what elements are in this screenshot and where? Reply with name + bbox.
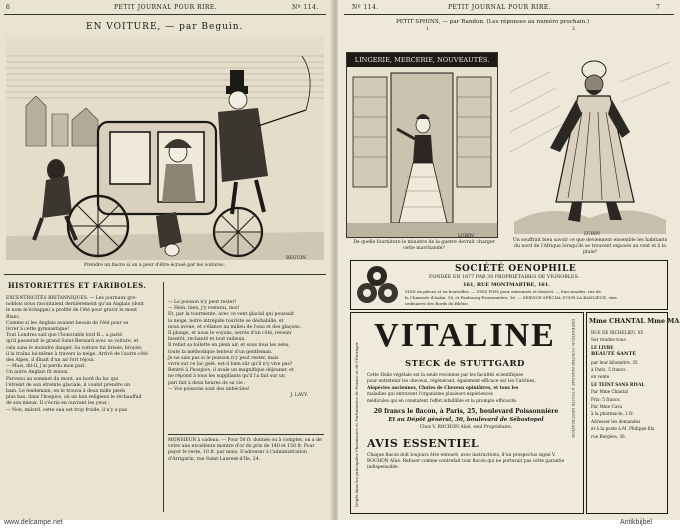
shop-drawing: [347, 67, 497, 237]
col2-line: ne répond à tous les suppliants qu'il l'a fait sur un: [168, 374, 285, 380]
vitaline-side-left: Dépôt dans les principales Pharmacies et Parfumeries de France et de l'Étranger: [354, 342, 359, 507]
article-column-1: [6, 296, 160, 506]
vitaline-body-line: Alopécies anciennes, Chutes de Cheveux opiniâtres, et tous les: [367, 385, 519, 391]
vitaline-ad: [350, 312, 584, 514]
col1-line: — Non, milord, cette eau est trop froide, il n'y a pas: [6, 407, 128, 413]
col1-line: Tout Londres sait que l'honorable lord B... a parié: [6, 333, 123, 339]
col2-line: — Hein, bien, j'y resterai, moi!: [168, 306, 240, 312]
oenophile-ad: [350, 260, 668, 310]
panel-2-number: 2: [572, 27, 575, 32]
shop-illustration: [346, 52, 498, 238]
chantal-ad: [586, 312, 680, 514]
notice-rule: [168, 434, 324, 435]
col2-line: — Le poisson n'y peut rester!: [168, 300, 237, 305]
chantal-name: Mme CHANTAL Mme MA: [589, 317, 680, 325]
col1-line: Comme si les Anglais avaient besoin de l'été pour se: [6, 320, 129, 326]
cartoon-title: EN VOITURE, — par Beguin.: [86, 22, 244, 32]
vitaline-body-line: maladies qui entravent l'organisme plusieurs expériences: [367, 392, 493, 398]
header-rule: [344, 14, 674, 15]
vitaline-maker: STECK de STUTTGARD: [405, 359, 525, 369]
caption-1-artist: LUBIN: [458, 234, 474, 239]
arab-figure-drawing: [510, 52, 670, 234]
col2-line: toute la méthodique lenteur d'un gentleman.: [168, 349, 273, 355]
chantal-line: et à la poste à M. Philippe fils,: [591, 426, 656, 432]
footer-left-watermark[interactable]: www.delcampe.net: [4, 519, 63, 526]
col1-line: Un autre Anglais fit mieux.: [6, 370, 69, 376]
col2-line: bientôt, rechanté et tout radieux.: [168, 337, 246, 343]
col2-line: — Vos poissons sont des imbéciles!: [168, 386, 250, 392]
col2-line: Il plonge, et nous le voyons, serrés d'un côté, revenir: [168, 331, 292, 337]
section-rule: [4, 274, 326, 275]
col1-line: l'étreint de son étreinte glaciale, il voulut prendre un: [6, 382, 131, 388]
vitaline-body-line: médicales qui en constatent l'effet infaillible et la prompte efficacité.: [367, 398, 518, 404]
header-rule: [4, 14, 326, 15]
chantal-line: Adresser les demandes: [591, 418, 641, 424]
chantal-line: Prix: 5 francs.: [591, 396, 621, 402]
oenophile-line-2: 161, RUE MONTMARTRE, 161.: [463, 282, 550, 288]
col2-line: Il refait sa toilette en plein air, et sous tous les sens,: [168, 343, 290, 349]
chantal-line: par leur kilomètre, 35: [591, 359, 638, 365]
col1-line: qu'il passerait le grand Saint-Bernard avec sa voiture, et: [6, 339, 139, 345]
vitaline-body-line: Cette Huile végétale est la seule reconnue par les facultés scientifiques: [367, 373, 524, 378]
chantal-line: RUE DE RICHELIEU, 85: [591, 330, 644, 335]
vitaline-depot: Et au Dépôt général, 30, boulevard de Sébastopol: [388, 417, 544, 423]
cartoon-artist: BEGUIN: [286, 256, 307, 261]
right-page: [338, 0, 680, 520]
oenophile-title: SOCIÉTÉ OENOPHILE: [455, 264, 577, 274]
oenophile-line-4: la Chaussée d'Antin, 18, et Faubourg-Poissonnière, 36. — SERVICE SPÉCIAL POUR LA BANLIEUE, vins: [405, 295, 617, 300]
panel-1-number: 1: [426, 27, 429, 32]
chantal-line: Sur rendez-vous: [591, 337, 626, 343]
cartoon-caption: Prendre un fiacre si on a peur d'être écrasé par les voitures.: [84, 263, 225, 268]
right-issue-number: Nº 114.: [352, 4, 379, 11]
shop-sign: LINGERIE, MERCERIE, NOUVEAUTÉS.: [347, 53, 497, 67]
col1-line: bain. Le lendemain, on le trouva à deux mille pieds: [6, 389, 126, 395]
chantal-line: en vente: [591, 374, 610, 380]
arab-figure-illustration: [510, 52, 670, 234]
col1-line: — Mais, dit-il, j'ai perdu mon pari.: [6, 364, 86, 370]
chantal-line: à la pharmacie, 2 fr.: [591, 411, 634, 417]
chantal-line: LE TEINT SANS RIVAL: [591, 381, 645, 387]
col1-line: il la traîna lui-même à travers la neige. Arrivé de l'autre côté: [6, 351, 148, 357]
col2-line: nous avoue, et s'élance au milieu de l'eau et des glaçons.: [168, 324, 302, 330]
col2-signature: J. LAVY.: [290, 393, 308, 399]
vitaline-body-line: pour entretenir les cheveux, régénérant, également efficace sur les Calvities,: [367, 379, 536, 385]
vitaline-brand: VITALINE: [374, 317, 556, 354]
column-divider: [163, 282, 164, 512]
col1-line: noblois nous racontaient dernièrement qu'un Anglais (dont: [6, 302, 144, 308]
chantal-line: à Paris, 5 francs.: [591, 367, 627, 373]
col2-line: Rentré à l'hospice, il avale un magnifique déjeuner, et: [168, 368, 294, 374]
col2-line: pari fait à deux heures de sa vie :: [168, 380, 246, 386]
carriage-cartoon-drawing: [6, 36, 324, 260]
right-page-number: 7: [656, 4, 661, 11]
caption-2: Un souffrait bien savoir ce que deviennent ensemble les habitants du nord de l'Afrique lorsqu'ils se trouvent exposés au vent et à la pluie?: [512, 238, 668, 256]
chantal-details: [591, 329, 663, 509]
col1-line: des Alpes, il dînait d'un air fort réjoui.: [6, 358, 95, 364]
vitaline-notice-text: Chaque flacon doit toujours être entouré, avec instructions, d'un prospectus signé V. ROCHON Aîné. Refuser comme contrefait tout flacon qui ne porterait pas cette garantie indispensable.: [367, 453, 565, 471]
footer-right-watermark: Antikbijbel: [620, 519, 652, 526]
article-column-2: [168, 300, 328, 430]
right-journal-title: PETIT JOURNAL POUR RIRE.: [448, 4, 552, 11]
vitaline-body: [367, 373, 565, 407]
col2-line: vivre sur ce lac gelé, est-il bien sûr qu'il n'y vive pas?: [168, 362, 293, 368]
col1-line: Parvenu au sommet du mont, au bord du lac qui: [6, 376, 119, 382]
oenophile-line-5: ordinaires des Bords du Rhône.: [405, 301, 470, 306]
caption-2-artist: LUBIN: [584, 232, 600, 237]
watermark-footer: [0, 520, 680, 528]
vitaline-side-right: EXPÉDITION CONTRE MANDAT A TOUTE DESTINATION: [571, 319, 576, 439]
chantal-line: LE LIVRE: [591, 344, 614, 350]
caption-1: De quelle fourniture le ministre de la guerre devrait charger cette marchande?: [353, 240, 495, 252]
left-page-number: 6: [6, 4, 11, 11]
watch-notice: MONSIEUR à cadeau. — Pour 50 fr. donnés ou à compter, on a de votre une excellente montre d'or du prix de 140 et 150 fr. Pour payer le reste, 10 fr. par mois. S'adresser à l'administration d'Arrigarin, rue Saint-Laurent-d'Ile, 24.: [168, 438, 322, 462]
col1-line: EXCENTRICITÉS BRITANNIQUES. — Les journaux gre-: [6, 296, 137, 301]
vitaline-price: 20 francs le flacon, à Paris, 25, boulevard Poissonnière: [373, 408, 559, 415]
chantal-line: Par Mme Chantal: [591, 389, 629, 395]
col1-line: le nom m'échappe) a profité de l'été pour gravir le mont: [6, 308, 137, 314]
section-title: HISTORIETTES ET FARIBOLES.: [8, 281, 147, 290]
chantal-line: BEAUTÉ SANTÉ: [591, 351, 637, 358]
vitaline-agent: Chez V. ROCHON Aîné, seul Propriétaire.: [419, 425, 513, 430]
oenophile-line-3: VINS en pièces et en bouteilles. — VINS FINS pour entremets et dessert. — Succursales, rue de: [405, 289, 601, 294]
chantal-line: Par Mme Cava: [591, 404, 623, 410]
carriage-cartoon: [6, 36, 324, 260]
chantal-line: rue Bergère, 36.: [591, 433, 627, 439]
left-page: [0, 0, 336, 520]
col2-line: Et, par la tourmente, avec ce vent glacial qui poussait: [168, 312, 294, 318]
col1-line: Blanc.: [6, 314, 21, 320]
left-issue-number: Nº 114.: [292, 4, 319, 11]
col2-line: Je ne sais pas si le poisson n'y peut rester, mais: [168, 355, 279, 361]
col1-line: de son mieux. Il s'écria en ouvrant les yeux :: [6, 401, 110, 407]
puzzle-title: PETIT SPHINX, — par Randon. (Les réponses au numéro prochain.): [396, 19, 590, 25]
barrels-icon: [355, 265, 401, 305]
col1-line: plus bas, dans l'hospice, où un bon religieux le réchauffait: [6, 395, 142, 401]
col1-line: cela sans le moindre danger. Sa voiture fut brisée, broyée;: [6, 345, 143, 351]
col2-line: la neige, notre intrépide touriste se déshabille, et: [168, 318, 284, 324]
vitaline-notice-title: AVIS ESSENTIEL: [367, 437, 480, 450]
oenophile-line-1: FONDÉE EN 1877 PAR 30 PROPRIÉTAIRES DE VIGNOBLES.: [429, 275, 580, 280]
left-journal-title: PETIT JOURNAL POUR RIRE.: [114, 4, 218, 11]
col1-line: livrer à cette gymnastique!: [6, 327, 70, 333]
